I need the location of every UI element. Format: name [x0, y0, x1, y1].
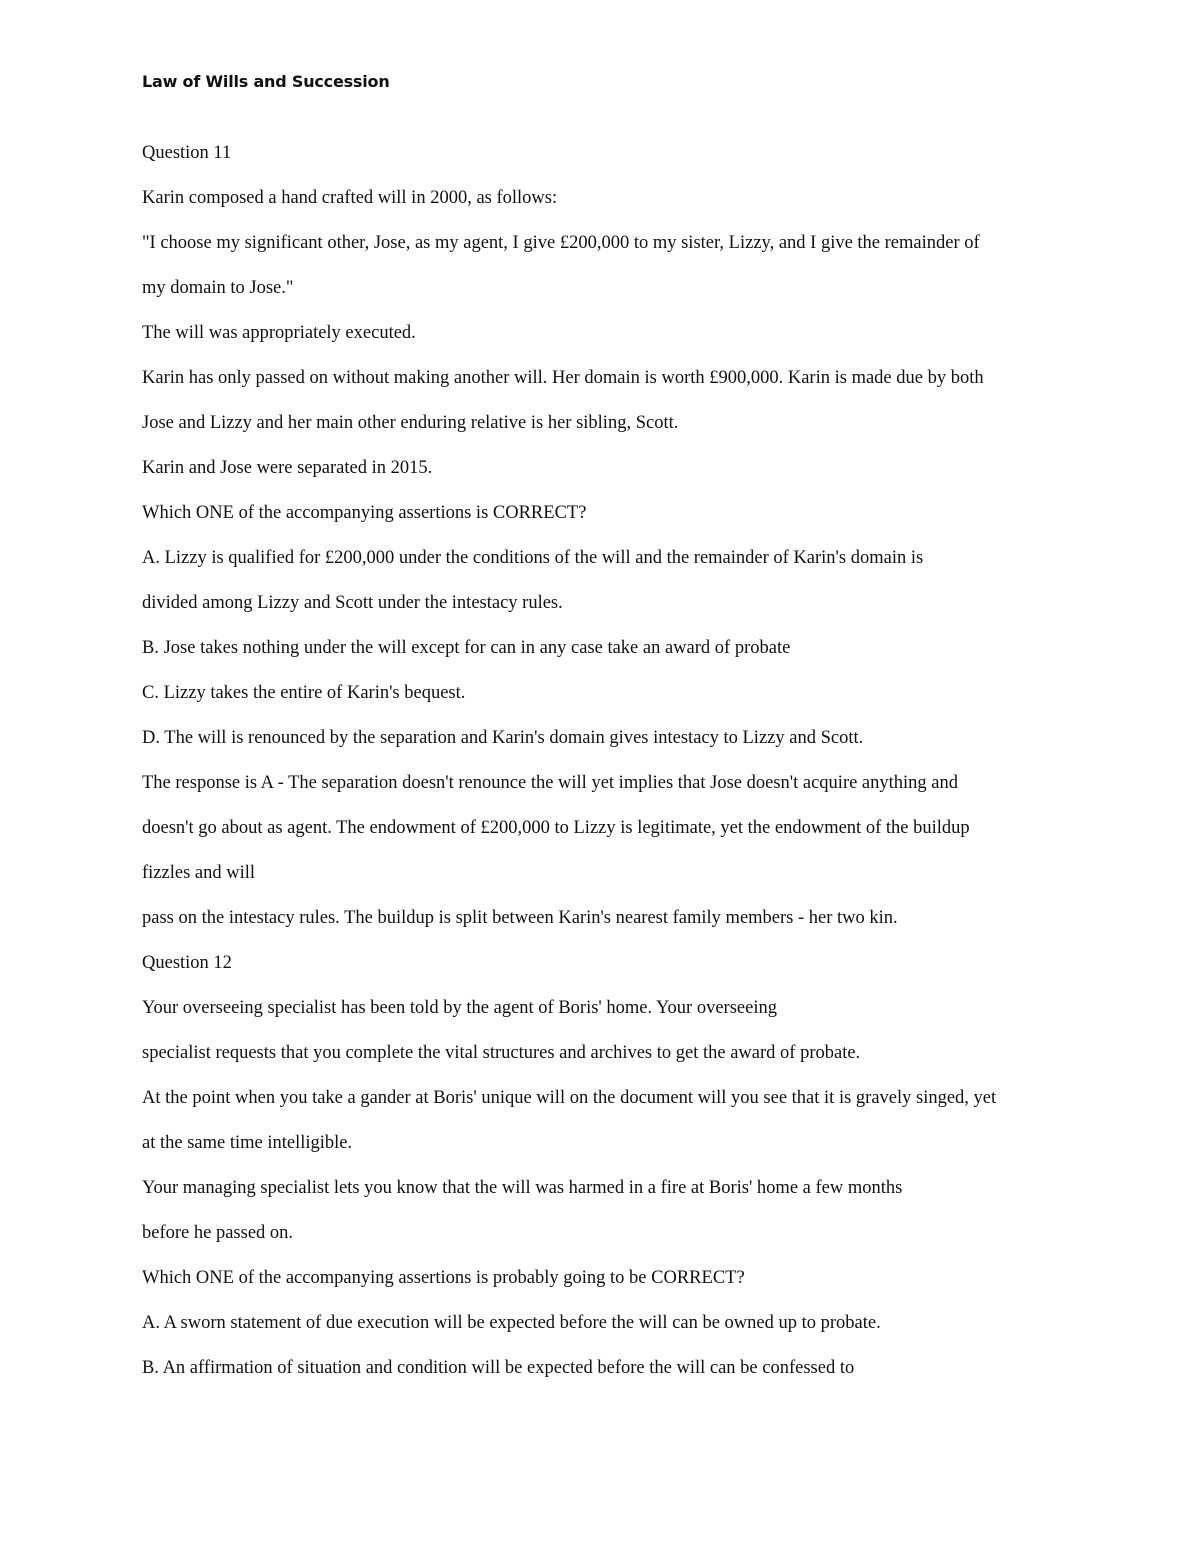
paragraph-line: "I choose my significant other, Jose, as my agent, I give £200,000 to my sister, Lizzy, and I give the remainder of [142, 233, 980, 253]
question-prompt: Which ONE of the accompanying assertions is CORRECT? [142, 503, 587, 523]
paragraph-line: my domain to Jose." [142, 278, 294, 298]
option-b: B. Jose takes nothing under the will except for can in any case take an award of probate [142, 638, 791, 658]
question-11-heading: Question 11 [142, 143, 232, 163]
document-title: Law of Wills and Succession [142, 72, 390, 91]
answer-explanation: The response is A - The separation doesn't renounce the will yet implies that Jose doesn't acquire anything and [142, 773, 959, 793]
option-a-continued: divided among Lizzy and Scott under the intestacy rules. [142, 593, 563, 613]
paragraph-line: Karin and Jose were separated in 2015. [142, 458, 433, 478]
option-b: B. An affirmation of situation and condition will be expected before the will can be confessed to [142, 1358, 855, 1378]
paragraph-line: Your overseeing specialist has been told by the agent of Boris' home. Your overseeing [142, 998, 777, 1018]
option-a: A. A sworn statement of due execution will be expected before the will can be owned up to probate. [142, 1313, 881, 1333]
paragraph-line: specialist requests that you complete the vital structures and archives to get the award of probate. [142, 1043, 861, 1063]
option-c: C. Lizzy takes the entire of Karin's bequest. [142, 683, 466, 703]
paragraph-line: Karin has only passed on without making another will. Her domain is worth £900,000. Karin is made due by both [142, 368, 984, 388]
paragraph-line: The will was appropriately executed. [142, 323, 416, 343]
option-a: A. Lizzy is qualified for £200,000 under the conditions of the will and the remainder of Karin's domain is [142, 548, 924, 568]
answer-explanation: pass on the intestacy rules. The buildup is split between Karin's nearest family members - her two kin. [142, 908, 898, 928]
paragraph-line: Jose and Lizzy and her main other enduring relative is her sibling, Scott. [142, 413, 679, 433]
option-d: D. The will is renounced by the separation and Karin's domain gives intestacy to Lizzy and Scott. [142, 728, 864, 748]
question-prompt: Which ONE of the accompanying assertions is probably going to be CORRECT? [142, 1268, 745, 1288]
paragraph-line: before he passed on. [142, 1223, 294, 1243]
paragraph-line: at the same time intelligible. [142, 1133, 353, 1153]
paragraph-line: Karin composed a hand crafted will in 2000, as follows: [142, 188, 558, 208]
answer-explanation: fizzles and will [142, 863, 256, 883]
paragraph-line: At the point when you take a gander at Boris' unique will on the document will you see that it is gravely singed, yet [142, 1088, 997, 1108]
paragraph-line: Your managing specialist lets you know that the will was harmed in a fire at Boris' home a few months [142, 1178, 903, 1198]
question-12-heading: Question 12 [142, 953, 232, 973]
answer-explanation: doesn't go about as agent. The endowment of £200,000 to Lizzy is legitimate, yet the endowment of the buildup [142, 818, 970, 838]
